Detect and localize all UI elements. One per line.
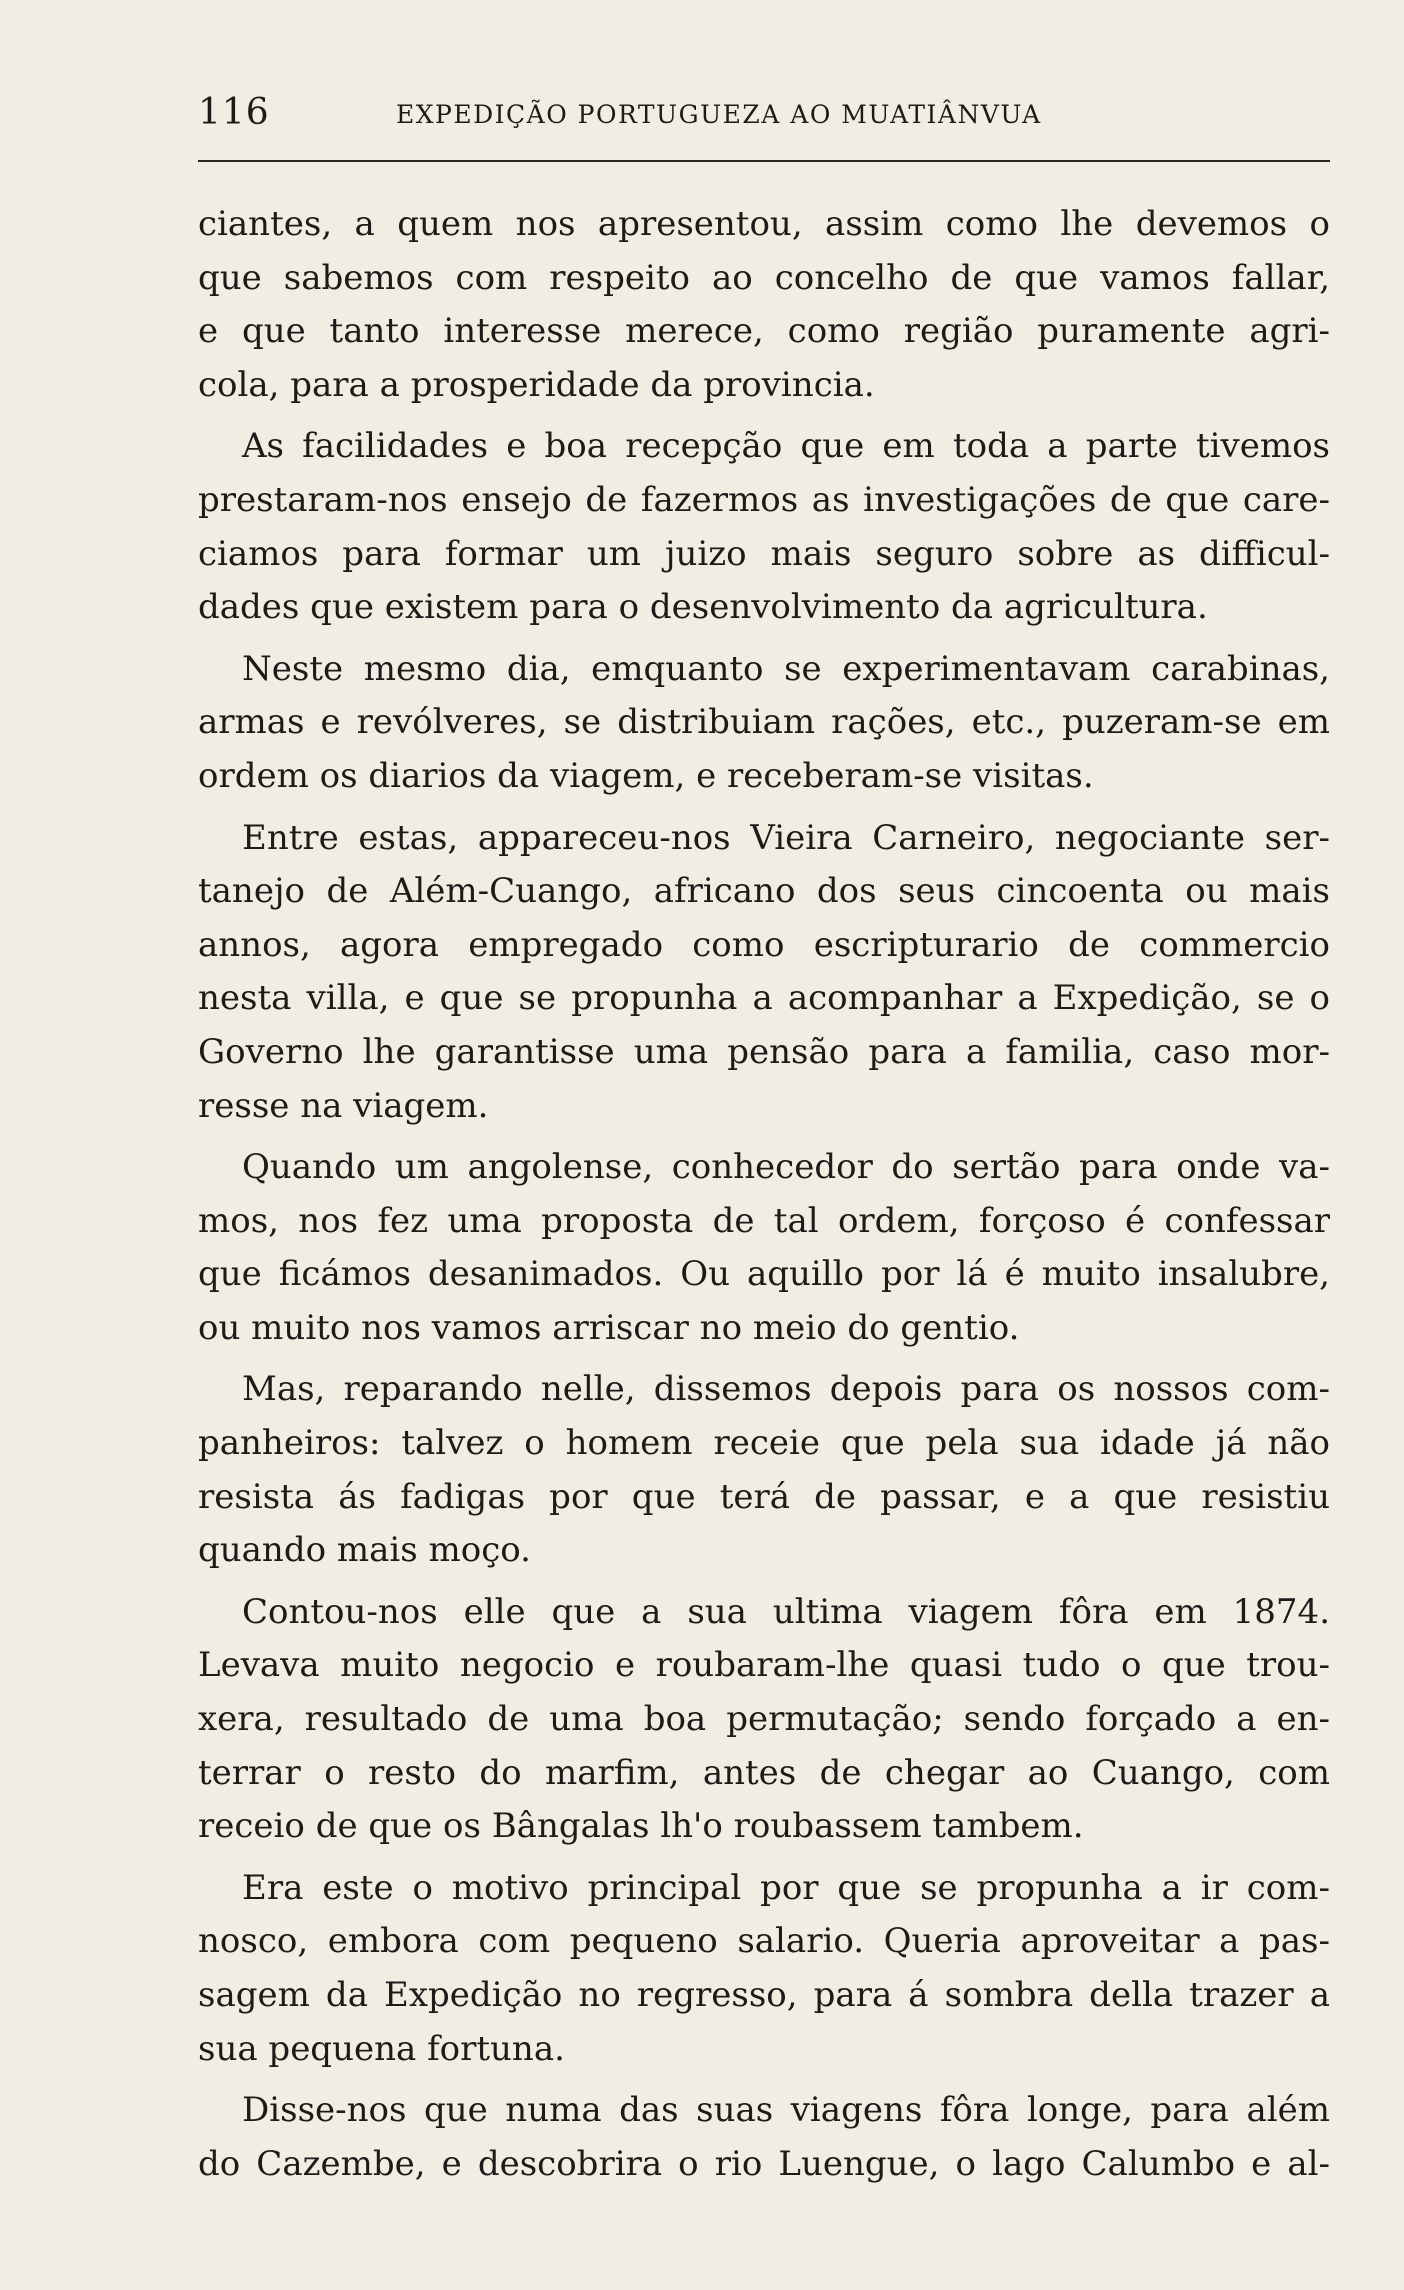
text-line: ciamos para formar um juizo mais seguro sobre as difficul-: [198, 533, 1330, 574]
paragraph: [198, 812, 1330, 1134]
text-line: nosco, embora com pequeno salario. Queria aproveitar a pas-: [198, 1921, 1330, 1962]
text-line: Governo lhe garantisse uma pensão para a familia, caso mor-: [198, 1031, 1330, 1072]
page-header: [198, 92, 1330, 152]
header-rule: [198, 160, 1330, 162]
text-line: Quando um angolense, conhecedor do sertão para onde va-: [242, 1147, 1330, 1188]
text-line: Mas, reparando nelle, dissemos depois para os nossos com-: [242, 1369, 1330, 1410]
text-line: quando mais moço.: [198, 1530, 531, 1571]
text-line: panheiros: talvez o homem receie que pela sua idade já não: [198, 1423, 1330, 1464]
text-line: nesta villa, e que se propunha a acompanhar a Expedição, se o: [198, 978, 1330, 1019]
paragraph: [198, 1862, 1330, 2076]
text-line: Disse-nos que numa das suas viagens fôra longe, para além: [242, 2090, 1330, 2131]
body-text: [198, 198, 1330, 2191]
text-line: e que tanto interesse merece, como região puramente agri-: [198, 311, 1330, 352]
text-line: ciantes, a quem nos apresentou, assim como lhe devemos o: [198, 204, 1330, 244]
paragraph: [198, 1363, 1330, 1577]
text-line: sua pequena fortuna.: [198, 2028, 565, 2069]
text-line: sagem da Expedição no regresso, para á sombra della trazer a: [198, 1975, 1330, 2015]
text-line: resista ás fadigas por que terá de passar, e a que resistiu: [198, 1476, 1330, 1517]
text-line: cola, para a prosperidade da provincia.: [198, 364, 875, 405]
text-line: que ficámos desanimados. Ou aquillo por lá é muito insalubre,: [198, 1254, 1330, 1295]
text-line: ou muito nos vamos arriscar no meio do gentio.: [198, 1307, 1020, 1348]
text-line: As facilidades e boa recepção que em toda a parte tivemos: [242, 426, 1330, 467]
text-line: que sabemos com respeito ao concelho de que vamos fallar,: [198, 257, 1330, 298]
text-line: annos, agora empregado como escripturario de commercio: [198, 924, 1330, 965]
text-line: Levava muito negocio e roubaram-lhe quasi tudo o que trou-: [198, 1645, 1330, 1686]
text-line: Entre estas, appareceu-nos Vieira Carneiro, negociante ser-: [242, 817, 1330, 858]
paragraph: [198, 643, 1330, 804]
paragraph: [198, 420, 1330, 634]
paragraph: [198, 2084, 1330, 2191]
text-line: Neste mesmo dia, emquanto se experimentavam carabinas,: [242, 648, 1330, 689]
paragraph: [198, 1141, 1330, 1355]
paragraph: [198, 1586, 1330, 1854]
running-title: EXPEDIÇÃO PORTUGUEZA AO MUATIÂNVUA: [396, 100, 1042, 129]
text-line: resse na viagem.: [198, 1085, 489, 1126]
text-line: ordem os diarios da viagem, e receberam-se visitas.: [198, 755, 1094, 796]
text-line: dades que existem para o desenvolvimento da agricultura.: [198, 587, 1208, 628]
page-number: 116: [198, 92, 270, 133]
text-line: tanejo de Além-Cuango, africano dos seus cincoenta ou mais: [198, 871, 1330, 912]
text-line: armas e revólveres, se distribuiam rações, etc., puzeram-se em: [198, 702, 1330, 743]
text-line: Contou-nos elle que a sua ultima viagem fôra em 1874.: [242, 1591, 1330, 1632]
text-line: terrar o resto do marfim, antes de chegar ao Cuango, com: [198, 1752, 1330, 1793]
text-line: xera, resultado de uma boa permutação; sendo forçado a en-: [198, 1699, 1330, 1740]
text-line: prestaram-nos ensejo de fazermos as investigações de que care-: [198, 479, 1330, 520]
paragraph: [198, 198, 1330, 412]
text-line: Era este o motivo principal por que se propunha a ir com-: [242, 1867, 1330, 1908]
text-line: receio de que os Bângalas lh'o roubassem tambem.: [198, 1806, 1084, 1847]
text-line: mos, nos fez uma proposta de tal ordem, forçoso é confessar: [198, 1200, 1330, 1241]
text-line: do Cazembe, e descobrira o rio Luengue, o lago Calumbo e al-: [198, 2143, 1330, 2184]
